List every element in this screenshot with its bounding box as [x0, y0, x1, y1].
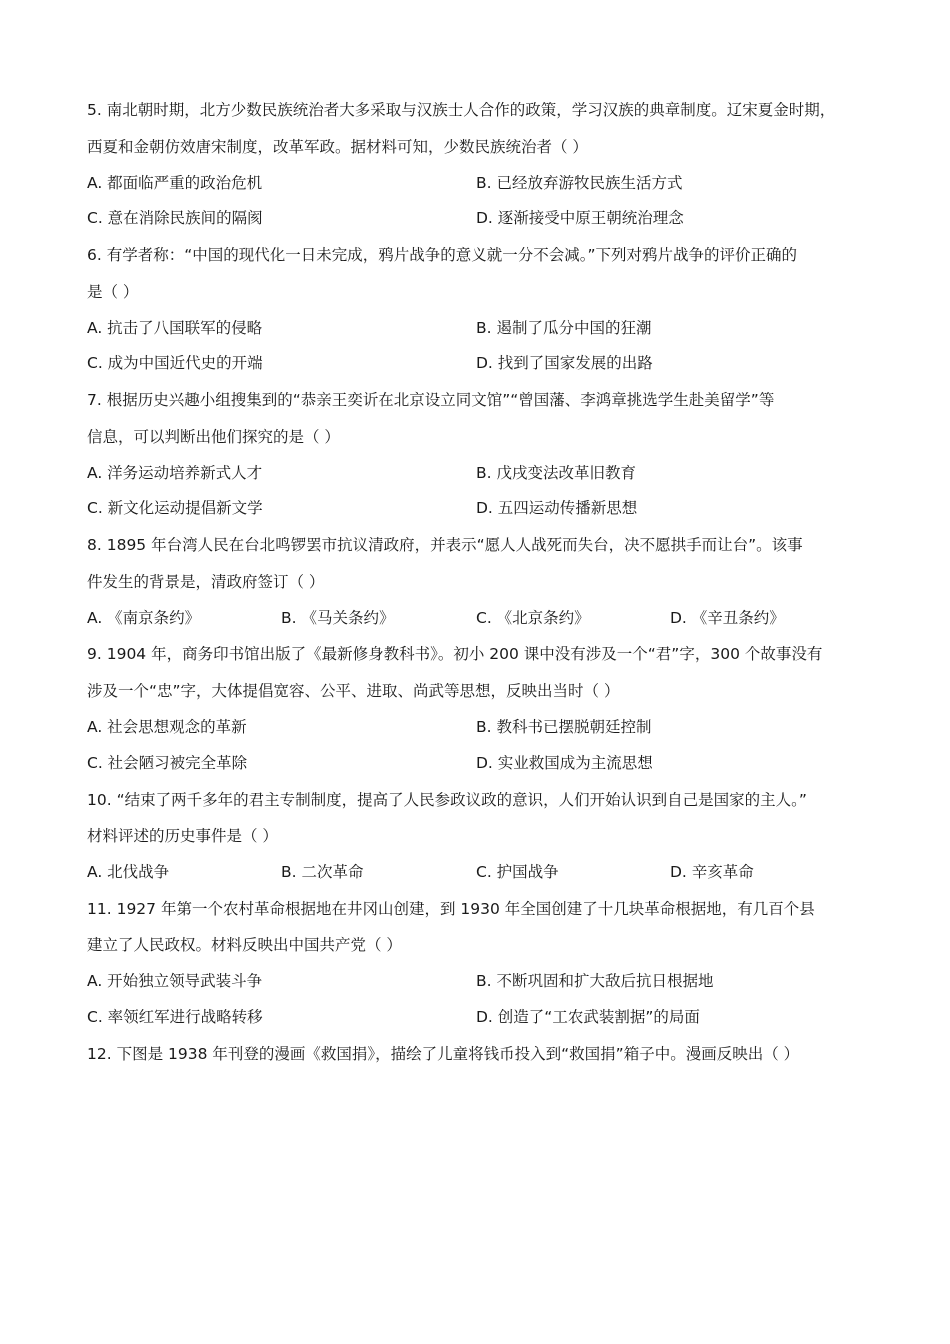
question-5-option-d[interactable]: D. 逐渐接受中原王朝统治理念: [476, 209, 684, 227]
question-11-option-b[interactable]: B. 不断巩固和扩大敌后抗日根据地: [476, 972, 714, 990]
question-7-option-b[interactable]: B. 戊戌变法改革旧教育: [476, 464, 636, 482]
question-8-option-d[interactable]: D. 《辛丑条约》: [670, 609, 785, 627]
question-5-option-a[interactable]: A. 都面临严重的政治危机: [87, 174, 263, 192]
question-6-stem-line-2: 是（ ）: [87, 283, 139, 301]
question-8-option-c[interactable]: C. 《北京条约》: [476, 609, 590, 627]
question-8-option-a[interactable]: A. 《南京条约》: [87, 609, 201, 627]
question-7-option-c[interactable]: C. 新文化运动提倡新文学: [87, 499, 263, 517]
question-11-option-d[interactable]: D. 创造了“工农武装割据”的局面: [476, 1008, 700, 1026]
question-10-option-c[interactable]: C. 护国战争: [476, 863, 559, 881]
question-6-stem-line-1: 6. 有学者称：“中国的现代化一日未完成，鸦片战争的意义就一分不会减。”下列对鸦片战争的评价正确的: [87, 246, 798, 264]
question-9-option-d[interactable]: D. 实业救国成为主流思想: [476, 754, 653, 772]
question-10-option-d[interactable]: D. 辛亥革命: [670, 863, 754, 881]
question-11-option-a[interactable]: A. 开始独立领导武装斗争: [87, 972, 263, 990]
question-5-option-b[interactable]: B. 已经放弃游牧民族生活方式: [476, 174, 683, 192]
question-6-option-c[interactable]: C. 成为中国近代史的开端: [87, 354, 263, 372]
question-7-stem-line-2: 信息，可以判断出他们探究的是（ ）: [87, 428, 340, 446]
question-12-stem-line-1: 12. 下图是 1938 年刊登的漫画《救国捐》，描绘了儿童将钱币投入到“救国捐”箱子中。漫画反映出（ ）: [87, 1045, 800, 1063]
question-11-stem-line-1: 11. 1927 年第一个农村革命根据地在井冈山创建，到 1930 年全国创建了十几块革命根据地，有几百个县: [87, 900, 815, 918]
question-11-stem-line-2: 建立了人民政权。材料反映出中国共产党（ ）: [87, 936, 402, 954]
question-5-stem-line-2: 西夏和金朝仿效唐宋制度，改革军政。据材料可知，少数民族统治者（ ）: [87, 138, 588, 156]
question-10-stem-line-2: 材料评述的历史事件是（ ）: [87, 827, 278, 845]
question-9-option-a[interactable]: A. 社会思想观念的革新: [87, 718, 247, 736]
question-8-stem-line-2: 件发生的背景是，清政府签订（ ）: [87, 573, 325, 591]
question-10-option-a[interactable]: A. 北伐战争: [87, 863, 170, 881]
question-8-option-b[interactable]: B. 《马关条约》: [281, 609, 395, 627]
question-5-stem-line-1: 5. 南北朝时期，北方少数民族统治者大多采取与汉族士人合作的政策，学习汉族的典章制度。辽宋夏金时期，: [87, 101, 836, 119]
question-6-option-a[interactable]: A. 抗击了八国联军的侵略: [87, 319, 263, 337]
question-7-stem-line-1: 7. 根据历史兴趣小组搜集到的“恭亲王奕䜣在北京设立同文馆”“曾国藩、李鸿章挑选学生赴美留学”等: [87, 391, 775, 409]
question-6-option-b[interactable]: B. 遏制了瓜分中国的狂潮: [476, 319, 652, 337]
question-11-option-c[interactable]: C. 率领红军进行战略转移: [87, 1008, 263, 1026]
question-9-option-c[interactable]: C. 社会陋习被完全革除: [87, 754, 248, 772]
question-8-stem-line-1: 8. 1895 年台湾人民在台北鸣锣罢市抗议清政府，并表示“愿人人战死而失台，决不愿拱手而让台”。该事: [87, 536, 803, 554]
question-7-option-a[interactable]: A. 洋务运动培养新式人才: [87, 464, 263, 482]
question-5-option-c[interactable]: C. 意在消除民族间的隔阂: [87, 209, 263, 227]
question-10-option-b[interactable]: B. 二次革命: [281, 863, 364, 881]
question-9-stem-line-2: 涉及一个“忠”字，大体提倡宽容、公平、进取、尚武等思想，反映出当时（ ）: [87, 682, 620, 700]
question-10-stem-line-1: 10. “结束了两千多年的君主专制制度，提高了人民参政议政的意识，人们开始认识到自己是国家的主人。”: [87, 791, 807, 809]
question-9-option-b[interactable]: B. 教科书已摆脱朝廷控制: [476, 718, 652, 736]
question-9-stem-line-1: 9. 1904 年，商务印书馆出版了《最新修身教科书》。初小 200 课中没有涉及一个“君”字，300 个故事没有: [87, 645, 823, 663]
question-6-option-d[interactable]: D. 找到了国家发展的出路: [476, 354, 653, 372]
question-7-option-d[interactable]: D. 五四运动传播新思想: [476, 499, 638, 517]
